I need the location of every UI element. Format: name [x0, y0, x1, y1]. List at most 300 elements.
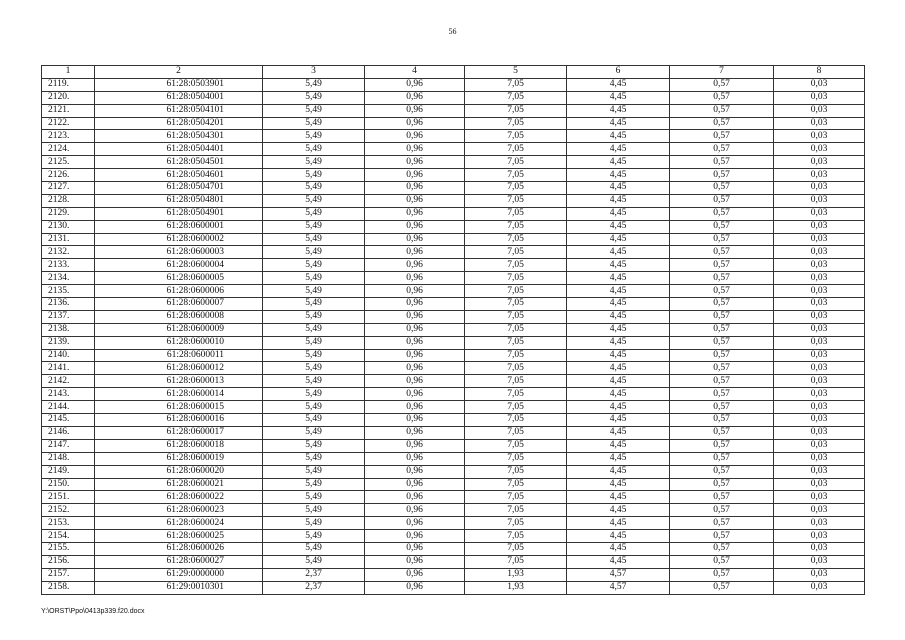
value-col-6: 4,45 [567, 452, 670, 465]
value-col-4: 0,96 [365, 439, 465, 452]
value-col-3: 5,49 [263, 233, 365, 246]
row-number: 2139. [42, 336, 95, 349]
cadastral-number: 61:28:0600003 [95, 246, 263, 259]
value-col-8: 0,03 [774, 362, 865, 375]
value-col-6: 4,45 [567, 91, 670, 104]
row-number: 2141. [42, 362, 95, 375]
value-col-7: 0,57 [670, 375, 774, 388]
value-col-5: 7,05 [465, 194, 567, 207]
value-col-7: 0,57 [670, 478, 774, 491]
value-col-3: 5,49 [263, 272, 365, 285]
value-col-8: 0,03 [774, 207, 865, 220]
value-col-5: 7,05 [465, 78, 567, 91]
value-col-5: 7,05 [465, 246, 567, 259]
value-col-7: 0,57 [670, 220, 774, 233]
value-col-5: 7,05 [465, 401, 567, 414]
cadastral-number: 61:28:0504701 [95, 182, 263, 195]
value-col-3: 5,49 [263, 530, 365, 543]
cadastral-number: 61:28:0600009 [95, 323, 263, 336]
cadastral-number: 61:28:0600011 [95, 349, 263, 362]
value-col-4: 0,96 [365, 478, 465, 491]
value-col-5: 7,05 [465, 517, 567, 530]
row-number: 2156. [42, 555, 95, 568]
value-col-7: 0,57 [670, 568, 774, 581]
value-col-7: 0,57 [670, 581, 774, 594]
value-col-4: 0,96 [365, 91, 465, 104]
value-col-5: 7,05 [465, 530, 567, 543]
value-col-8: 0,03 [774, 375, 865, 388]
value-col-6: 4,45 [567, 504, 670, 517]
value-col-8: 0,03 [774, 388, 865, 401]
row-number: 2122. [42, 117, 95, 130]
column-header: 1 [42, 66, 95, 79]
value-col-8: 0,03 [774, 91, 865, 104]
value-col-8: 0,03 [774, 504, 865, 517]
value-col-8: 0,03 [774, 117, 865, 130]
value-col-8: 0,03 [774, 478, 865, 491]
cadastral-number: 61:28:0600018 [95, 439, 263, 452]
value-col-6: 4,45 [567, 336, 670, 349]
value-col-5: 7,05 [465, 233, 567, 246]
value-col-3: 5,49 [263, 207, 365, 220]
value-col-5: 7,05 [465, 259, 567, 272]
value-col-6: 4,45 [567, 465, 670, 478]
table-row [42, 207, 865, 220]
value-col-6: 4,45 [567, 130, 670, 143]
value-col-8: 0,03 [774, 272, 865, 285]
value-col-6: 4,57 [567, 581, 670, 594]
value-col-3: 5,49 [263, 285, 365, 298]
cadastral-number: 61:28:0600027 [95, 555, 263, 568]
value-col-4: 0,96 [365, 194, 465, 207]
table-row [42, 233, 865, 246]
value-col-5: 7,05 [465, 285, 567, 298]
value-col-6: 4,45 [567, 272, 670, 285]
cadastral-number: 61:29:0000000 [95, 568, 263, 581]
table-row [42, 310, 865, 323]
table-row [42, 259, 865, 272]
value-col-8: 0,03 [774, 298, 865, 311]
value-col-5: 7,05 [465, 182, 567, 195]
value-col-7: 0,57 [670, 504, 774, 517]
value-col-3: 5,49 [263, 246, 365, 259]
cadastral-number: 61:28:0600008 [95, 310, 263, 323]
value-col-7: 0,57 [670, 452, 774, 465]
value-col-8: 0,03 [774, 542, 865, 555]
value-col-4: 0,96 [365, 362, 465, 375]
value-col-3: 5,49 [263, 439, 365, 452]
table-row [42, 285, 865, 298]
cadastral-number: 61:28:0600012 [95, 362, 263, 375]
value-col-6: 4,45 [567, 143, 670, 156]
table-row [42, 78, 865, 91]
value-col-4: 0,96 [365, 388, 465, 401]
cadastral-number: 61:28:0600013 [95, 375, 263, 388]
value-col-8: 0,03 [774, 336, 865, 349]
value-col-8: 0,03 [774, 414, 865, 427]
value-col-6: 4,45 [567, 542, 670, 555]
value-col-7: 0,57 [670, 555, 774, 568]
value-col-7: 0,57 [670, 117, 774, 130]
value-col-7: 0,57 [670, 414, 774, 427]
value-col-6: 4,45 [567, 207, 670, 220]
value-col-3: 5,49 [263, 259, 365, 272]
cadastral-number: 61:28:0504801 [95, 194, 263, 207]
value-col-6: 4,45 [567, 194, 670, 207]
value-col-6: 4,45 [567, 233, 670, 246]
row-number: 2131. [42, 233, 95, 246]
row-number: 2154. [42, 530, 95, 543]
row-number: 2155. [42, 542, 95, 555]
table-row [42, 143, 865, 156]
value-col-5: 7,05 [465, 169, 567, 182]
value-col-7: 0,57 [670, 272, 774, 285]
value-col-3: 5,49 [263, 194, 365, 207]
value-col-6: 4,45 [567, 555, 670, 568]
table-row [42, 581, 865, 594]
row-number: 2138. [42, 323, 95, 336]
row-number: 2143. [42, 388, 95, 401]
column-header: 7 [670, 66, 774, 79]
column-header: 4 [365, 66, 465, 79]
value-col-3: 5,49 [263, 143, 365, 156]
value-col-5: 1,93 [465, 581, 567, 594]
table-row [42, 375, 865, 388]
value-col-7: 0,57 [670, 104, 774, 117]
value-col-3: 5,49 [263, 478, 365, 491]
value-col-4: 0,96 [365, 259, 465, 272]
value-col-5: 7,05 [465, 310, 567, 323]
row-number: 2152. [42, 504, 95, 517]
cadastral-number: 61:29:0010301 [95, 581, 263, 594]
value-col-8: 0,03 [774, 465, 865, 478]
value-col-7: 0,57 [670, 259, 774, 272]
value-col-4: 0,96 [365, 298, 465, 311]
table-row [42, 91, 865, 104]
cadastral-number: 61:28:0600020 [95, 465, 263, 478]
row-number: 2140. [42, 349, 95, 362]
row-number: 2148. [42, 452, 95, 465]
value-col-8: 0,03 [774, 581, 865, 594]
value-col-5: 7,05 [465, 336, 567, 349]
value-col-4: 0,96 [365, 401, 465, 414]
value-col-8: 0,03 [774, 169, 865, 182]
value-col-8: 0,03 [774, 568, 865, 581]
value-col-5: 7,05 [465, 452, 567, 465]
table-row [42, 504, 865, 517]
table-row [42, 194, 865, 207]
table-row [42, 246, 865, 259]
value-col-5: 7,05 [465, 375, 567, 388]
value-col-6: 4,45 [567, 246, 670, 259]
value-col-7: 0,57 [670, 388, 774, 401]
value-col-4: 0,96 [365, 542, 465, 555]
value-col-3: 2,37 [263, 568, 365, 581]
table-row [42, 426, 865, 439]
value-col-7: 0,57 [670, 182, 774, 195]
cadastral-number: 61:28:0600006 [95, 285, 263, 298]
value-col-8: 0,03 [774, 285, 865, 298]
value-col-3: 5,49 [263, 323, 365, 336]
value-col-6: 4,45 [567, 517, 670, 530]
cadastral-number: 61:28:0600024 [95, 517, 263, 530]
row-number: 2127. [42, 182, 95, 195]
value-col-8: 0,03 [774, 426, 865, 439]
value-col-4: 0,96 [365, 272, 465, 285]
column-header: 2 [95, 66, 263, 79]
value-col-6: 4,45 [567, 220, 670, 233]
value-col-4: 0,96 [365, 182, 465, 195]
value-col-4: 0,96 [365, 517, 465, 530]
value-col-8: 0,03 [774, 517, 865, 530]
cadastral-number: 61:28:0600022 [95, 491, 263, 504]
value-col-6: 4,45 [567, 169, 670, 182]
value-col-4: 0,96 [365, 491, 465, 504]
table-row [42, 323, 865, 336]
value-col-5: 7,05 [465, 130, 567, 143]
value-col-4: 0,96 [365, 336, 465, 349]
value-col-6: 4,45 [567, 491, 670, 504]
value-col-7: 0,57 [670, 426, 774, 439]
value-col-6: 4,45 [567, 414, 670, 427]
value-col-4: 0,96 [365, 568, 465, 581]
value-col-4: 0,96 [365, 555, 465, 568]
value-col-3: 5,49 [263, 349, 365, 362]
value-col-3: 5,49 [263, 414, 365, 427]
value-col-8: 0,03 [774, 182, 865, 195]
value-col-6: 4,45 [567, 349, 670, 362]
table-row [42, 156, 865, 169]
cadastral-number: 61:28:0600015 [95, 401, 263, 414]
value-col-6: 4,45 [567, 478, 670, 491]
value-col-7: 0,57 [670, 207, 774, 220]
value-col-5: 7,05 [465, 555, 567, 568]
cadastral-number: 61:28:0600007 [95, 298, 263, 311]
value-col-8: 0,03 [774, 130, 865, 143]
value-col-6: 4,45 [567, 259, 670, 272]
value-col-6: 4,45 [567, 362, 670, 375]
value-col-6: 4,45 [567, 388, 670, 401]
cadastral-number: 61:28:0600025 [95, 530, 263, 543]
row-number: 2144. [42, 401, 95, 414]
value-col-7: 0,57 [670, 517, 774, 530]
value-col-5: 7,05 [465, 207, 567, 220]
table-row [42, 478, 865, 491]
cadastral-number: 61:28:0600014 [95, 388, 263, 401]
row-number: 2153. [42, 517, 95, 530]
value-col-5: 7,05 [465, 362, 567, 375]
value-col-6: 4,45 [567, 426, 670, 439]
value-col-8: 0,03 [774, 78, 865, 91]
cadastral-number: 61:28:0600010 [95, 336, 263, 349]
table-row [42, 104, 865, 117]
value-col-3: 5,49 [263, 336, 365, 349]
table-row [42, 362, 865, 375]
cadastral-number: 61:28:0600021 [95, 478, 263, 491]
value-col-6: 4,45 [567, 117, 670, 130]
table-row [42, 169, 865, 182]
value-col-6: 4,45 [567, 182, 670, 195]
value-col-5: 1,93 [465, 568, 567, 581]
value-col-8: 0,03 [774, 104, 865, 117]
value-col-3: 5,49 [263, 452, 365, 465]
value-col-7: 0,57 [670, 349, 774, 362]
value-col-7: 0,57 [670, 91, 774, 104]
cadastral-number: 61:28:0503901 [95, 78, 263, 91]
data-table [41, 65, 865, 595]
value-col-5: 7,05 [465, 143, 567, 156]
row-number: 2146. [42, 426, 95, 439]
value-col-3: 5,49 [263, 504, 365, 517]
cadastral-number: 61:28:0504001 [95, 91, 263, 104]
table-row [42, 452, 865, 465]
value-col-7: 0,57 [670, 310, 774, 323]
table-row [42, 555, 865, 568]
value-col-3: 5,49 [263, 310, 365, 323]
value-col-7: 0,57 [670, 233, 774, 246]
value-col-8: 0,03 [774, 349, 865, 362]
value-col-7: 0,57 [670, 530, 774, 543]
value-col-8: 0,03 [774, 452, 865, 465]
value-col-4: 0,96 [365, 530, 465, 543]
value-col-4: 0,96 [365, 414, 465, 427]
value-col-7: 0,57 [670, 401, 774, 414]
page-number: 56 [448, 27, 457, 36]
value-col-7: 0,57 [670, 465, 774, 478]
value-col-3: 2,37 [263, 581, 365, 594]
value-col-5: 7,05 [465, 272, 567, 285]
cadastral-number: 61:28:0600019 [95, 452, 263, 465]
value-col-4: 0,96 [365, 130, 465, 143]
value-col-6: 4,45 [567, 298, 670, 311]
column-header: 3 [263, 66, 365, 79]
table-row [42, 388, 865, 401]
value-col-8: 0,03 [774, 246, 865, 259]
value-col-4: 0,96 [365, 323, 465, 336]
row-number: 2129. [42, 207, 95, 220]
row-number: 2123. [42, 130, 95, 143]
cadastral-number: 61:28:0600026 [95, 542, 263, 555]
table-row [42, 491, 865, 504]
cadastral-number: 61:28:0600002 [95, 233, 263, 246]
value-col-6: 4,45 [567, 310, 670, 323]
value-col-3: 5,49 [263, 78, 365, 91]
cadastral-number: 61:28:0600001 [95, 220, 263, 233]
row-number: 2150. [42, 478, 95, 491]
value-col-5: 7,05 [465, 156, 567, 169]
value-col-6: 4,45 [567, 104, 670, 117]
value-col-4: 0,96 [365, 349, 465, 362]
value-col-4: 0,96 [365, 117, 465, 130]
value-col-5: 7,05 [465, 91, 567, 104]
value-col-8: 0,03 [774, 194, 865, 207]
value-col-4: 0,96 [365, 504, 465, 517]
value-col-7: 0,57 [670, 323, 774, 336]
value-col-3: 5,49 [263, 542, 365, 555]
table-row [42, 465, 865, 478]
row-number: 2151. [42, 491, 95, 504]
table-row [42, 517, 865, 530]
value-col-5: 7,05 [465, 478, 567, 491]
value-col-8: 0,03 [774, 259, 865, 272]
value-col-6: 4,45 [567, 401, 670, 414]
cadastral-number: 61:28:0504301 [95, 130, 263, 143]
value-col-5: 7,05 [465, 426, 567, 439]
value-col-3: 5,49 [263, 182, 365, 195]
row-number: 2124. [42, 143, 95, 156]
table-row [42, 439, 865, 452]
value-col-5: 7,05 [465, 491, 567, 504]
table-row [42, 130, 865, 143]
value-col-4: 0,96 [365, 375, 465, 388]
value-col-3: 5,49 [263, 130, 365, 143]
table-row [42, 220, 865, 233]
value-col-6: 4,45 [567, 156, 670, 169]
row-number: 2137. [42, 310, 95, 323]
value-col-4: 0,96 [365, 285, 465, 298]
value-col-7: 0,57 [670, 542, 774, 555]
value-col-7: 0,57 [670, 362, 774, 375]
value-col-8: 0,03 [774, 491, 865, 504]
value-col-8: 0,03 [774, 220, 865, 233]
value-col-3: 5,49 [263, 104, 365, 117]
value-col-8: 0,03 [774, 439, 865, 452]
value-col-4: 0,96 [365, 78, 465, 91]
value-col-3: 5,49 [263, 401, 365, 414]
table-row [42, 414, 865, 427]
cadastral-number: 61:28:0504601 [95, 169, 263, 182]
value-col-3: 5,49 [263, 220, 365, 233]
cadastral-number: 61:28:0504401 [95, 143, 263, 156]
value-col-3: 5,49 [263, 491, 365, 504]
table-row [42, 117, 865, 130]
value-col-6: 4,45 [567, 375, 670, 388]
table-row [42, 568, 865, 581]
value-col-3: 5,49 [263, 156, 365, 169]
value-col-5: 7,05 [465, 439, 567, 452]
row-number: 2120. [42, 91, 95, 104]
value-col-8: 0,03 [774, 156, 865, 169]
value-col-3: 5,49 [263, 426, 365, 439]
value-col-5: 7,05 [465, 349, 567, 362]
table-row [42, 542, 865, 555]
row-number: 2125. [42, 156, 95, 169]
value-col-8: 0,03 [774, 401, 865, 414]
value-col-3: 5,49 [263, 555, 365, 568]
value-col-3: 5,49 [263, 465, 365, 478]
row-number: 2142. [42, 375, 95, 388]
row-number: 2149. [42, 465, 95, 478]
table-row [42, 298, 865, 311]
value-col-4: 0,96 [365, 156, 465, 169]
value-col-5: 7,05 [465, 117, 567, 130]
value-col-7: 0,57 [670, 143, 774, 156]
value-col-8: 0,03 [774, 143, 865, 156]
table-row [42, 401, 865, 414]
value-col-7: 0,57 [670, 491, 774, 504]
value-col-3: 5,49 [263, 362, 365, 375]
value-col-5: 7,05 [465, 104, 567, 117]
row-number: 2121. [42, 104, 95, 117]
value-col-4: 0,96 [365, 426, 465, 439]
row-number: 2157. [42, 568, 95, 581]
cadastral-number: 61:28:0600023 [95, 504, 263, 517]
value-col-7: 0,57 [670, 78, 774, 91]
row-number: 2136. [42, 298, 95, 311]
row-number: 2134. [42, 272, 95, 285]
value-col-4: 0,96 [365, 220, 465, 233]
row-number: 2147. [42, 439, 95, 452]
